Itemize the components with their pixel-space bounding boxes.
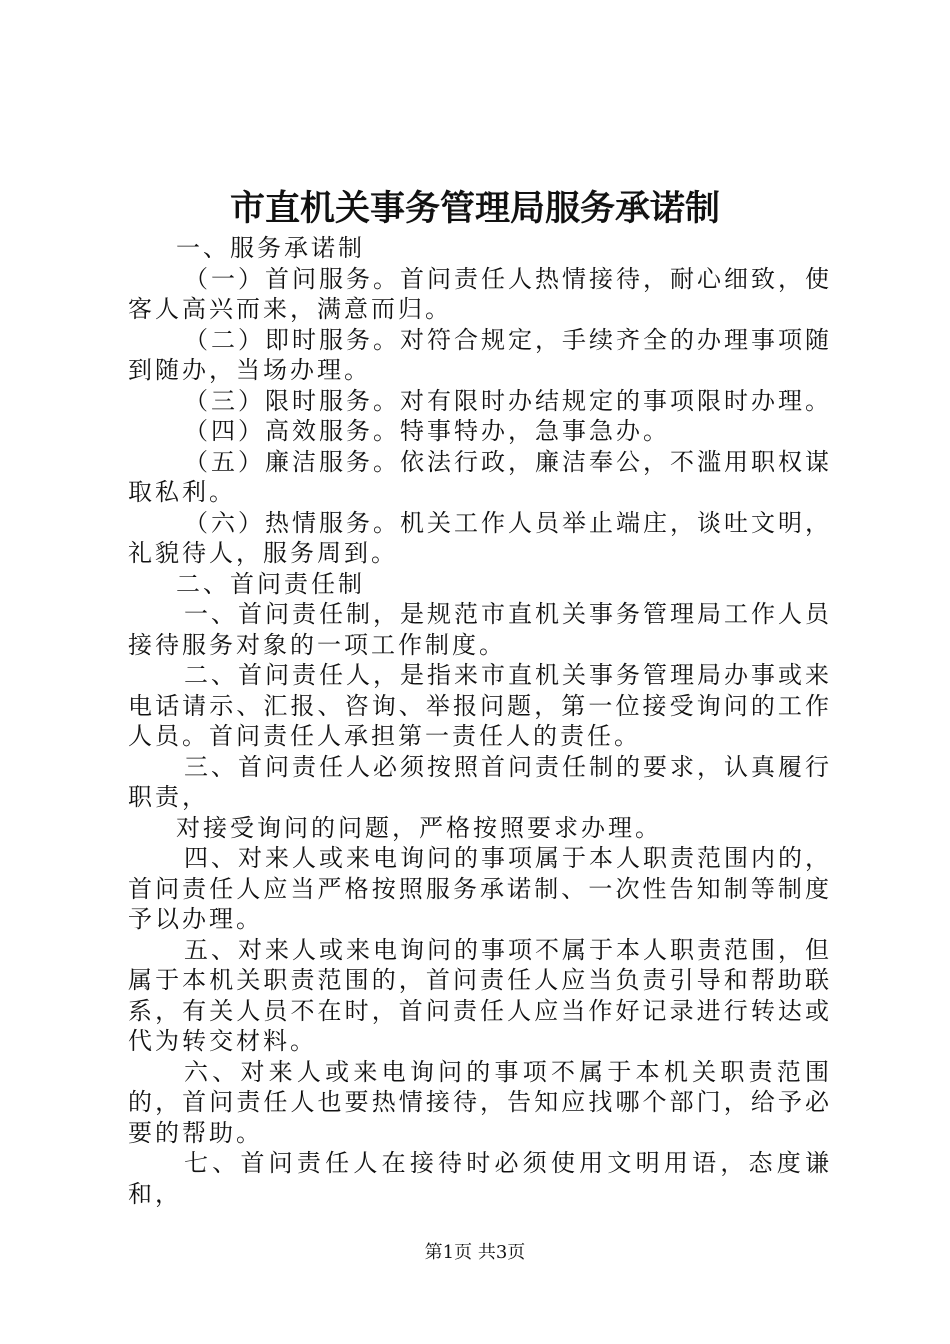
paragraph: （三）限时服务。对有限时办结规定的事项限时办理。 — [184, 386, 832, 415]
document-body — [128, 233, 832, 1209]
paragraph: 二、首问责任人，是指来市直机关事务管理局办事或来电话请示、汇报、咨询、举报问题，第一位接受询问的工作人员。首问责任人承担第一责任人的责任。 — [128, 661, 832, 750]
paragraph: 四、对来人或来电询问的事项属于本人职责范围内的，首问责任人应当严格按照服务承诺制、一次性告知制等制度予以办理。 — [128, 844, 832, 933]
paragraph: （五）廉洁服务。依法行政，廉洁奉公，不滥用职权谋取私利。 — [128, 447, 832, 506]
paragraph: 三、首问责任人必须按照首问责任制的要求，认真履行职责， — [128, 752, 832, 811]
paragraph: （二）即时服务。对符合规定，手续齐全的办理事项随到随办，当场办理。 — [128, 325, 832, 384]
paragraph: （四）高效服务。特事特办，急事急办。 — [184, 417, 670, 445]
paragraph: 五、对来人或来电询问的事项不属于本人职责范围，但属于本机关职责范围的，首问责任人应当负责引导和帮助联系，有关人员不在时，首问责任人应当作好记录进行转达或代为转交材料。 — [128, 935, 832, 1055]
page-footer: 第1页 共3页 — [424, 1242, 526, 1263]
section-heading-2: 二、首问责任制 — [176, 569, 365, 598]
paragraph: （一）首问服务。首问责任人热情接待，耐心细致，使客人高兴而来，满意而归。 — [128, 264, 832, 323]
document-title: 市直机关事务管理局服务承诺制 — [229, 188, 720, 229]
paragraph: 一、首问责任制，是规范市直机关事务管理局工作人员接待服务对象的一项工作制度。 — [128, 600, 832, 659]
paragraph: 七、首问责任人在接待时必须使用文明用语，态度谦和， — [128, 1149, 832, 1208]
paragraph: （六）热情服务。机关工作人员举止端庄，谈吐文明，礼貌待人，服务周到。 — [128, 508, 832, 567]
paragraph: 六、对来人或来电询问的事项不属于本机关职责范围的，首问责任人也要热情接待，告知应找哪个部门，给予必要的帮助。 — [128, 1057, 832, 1147]
section-heading-1: 一、服务承诺制 — [176, 234, 365, 262]
paragraph: 对接受询问的问题，严格按照要求办理。 — [176, 813, 662, 842]
